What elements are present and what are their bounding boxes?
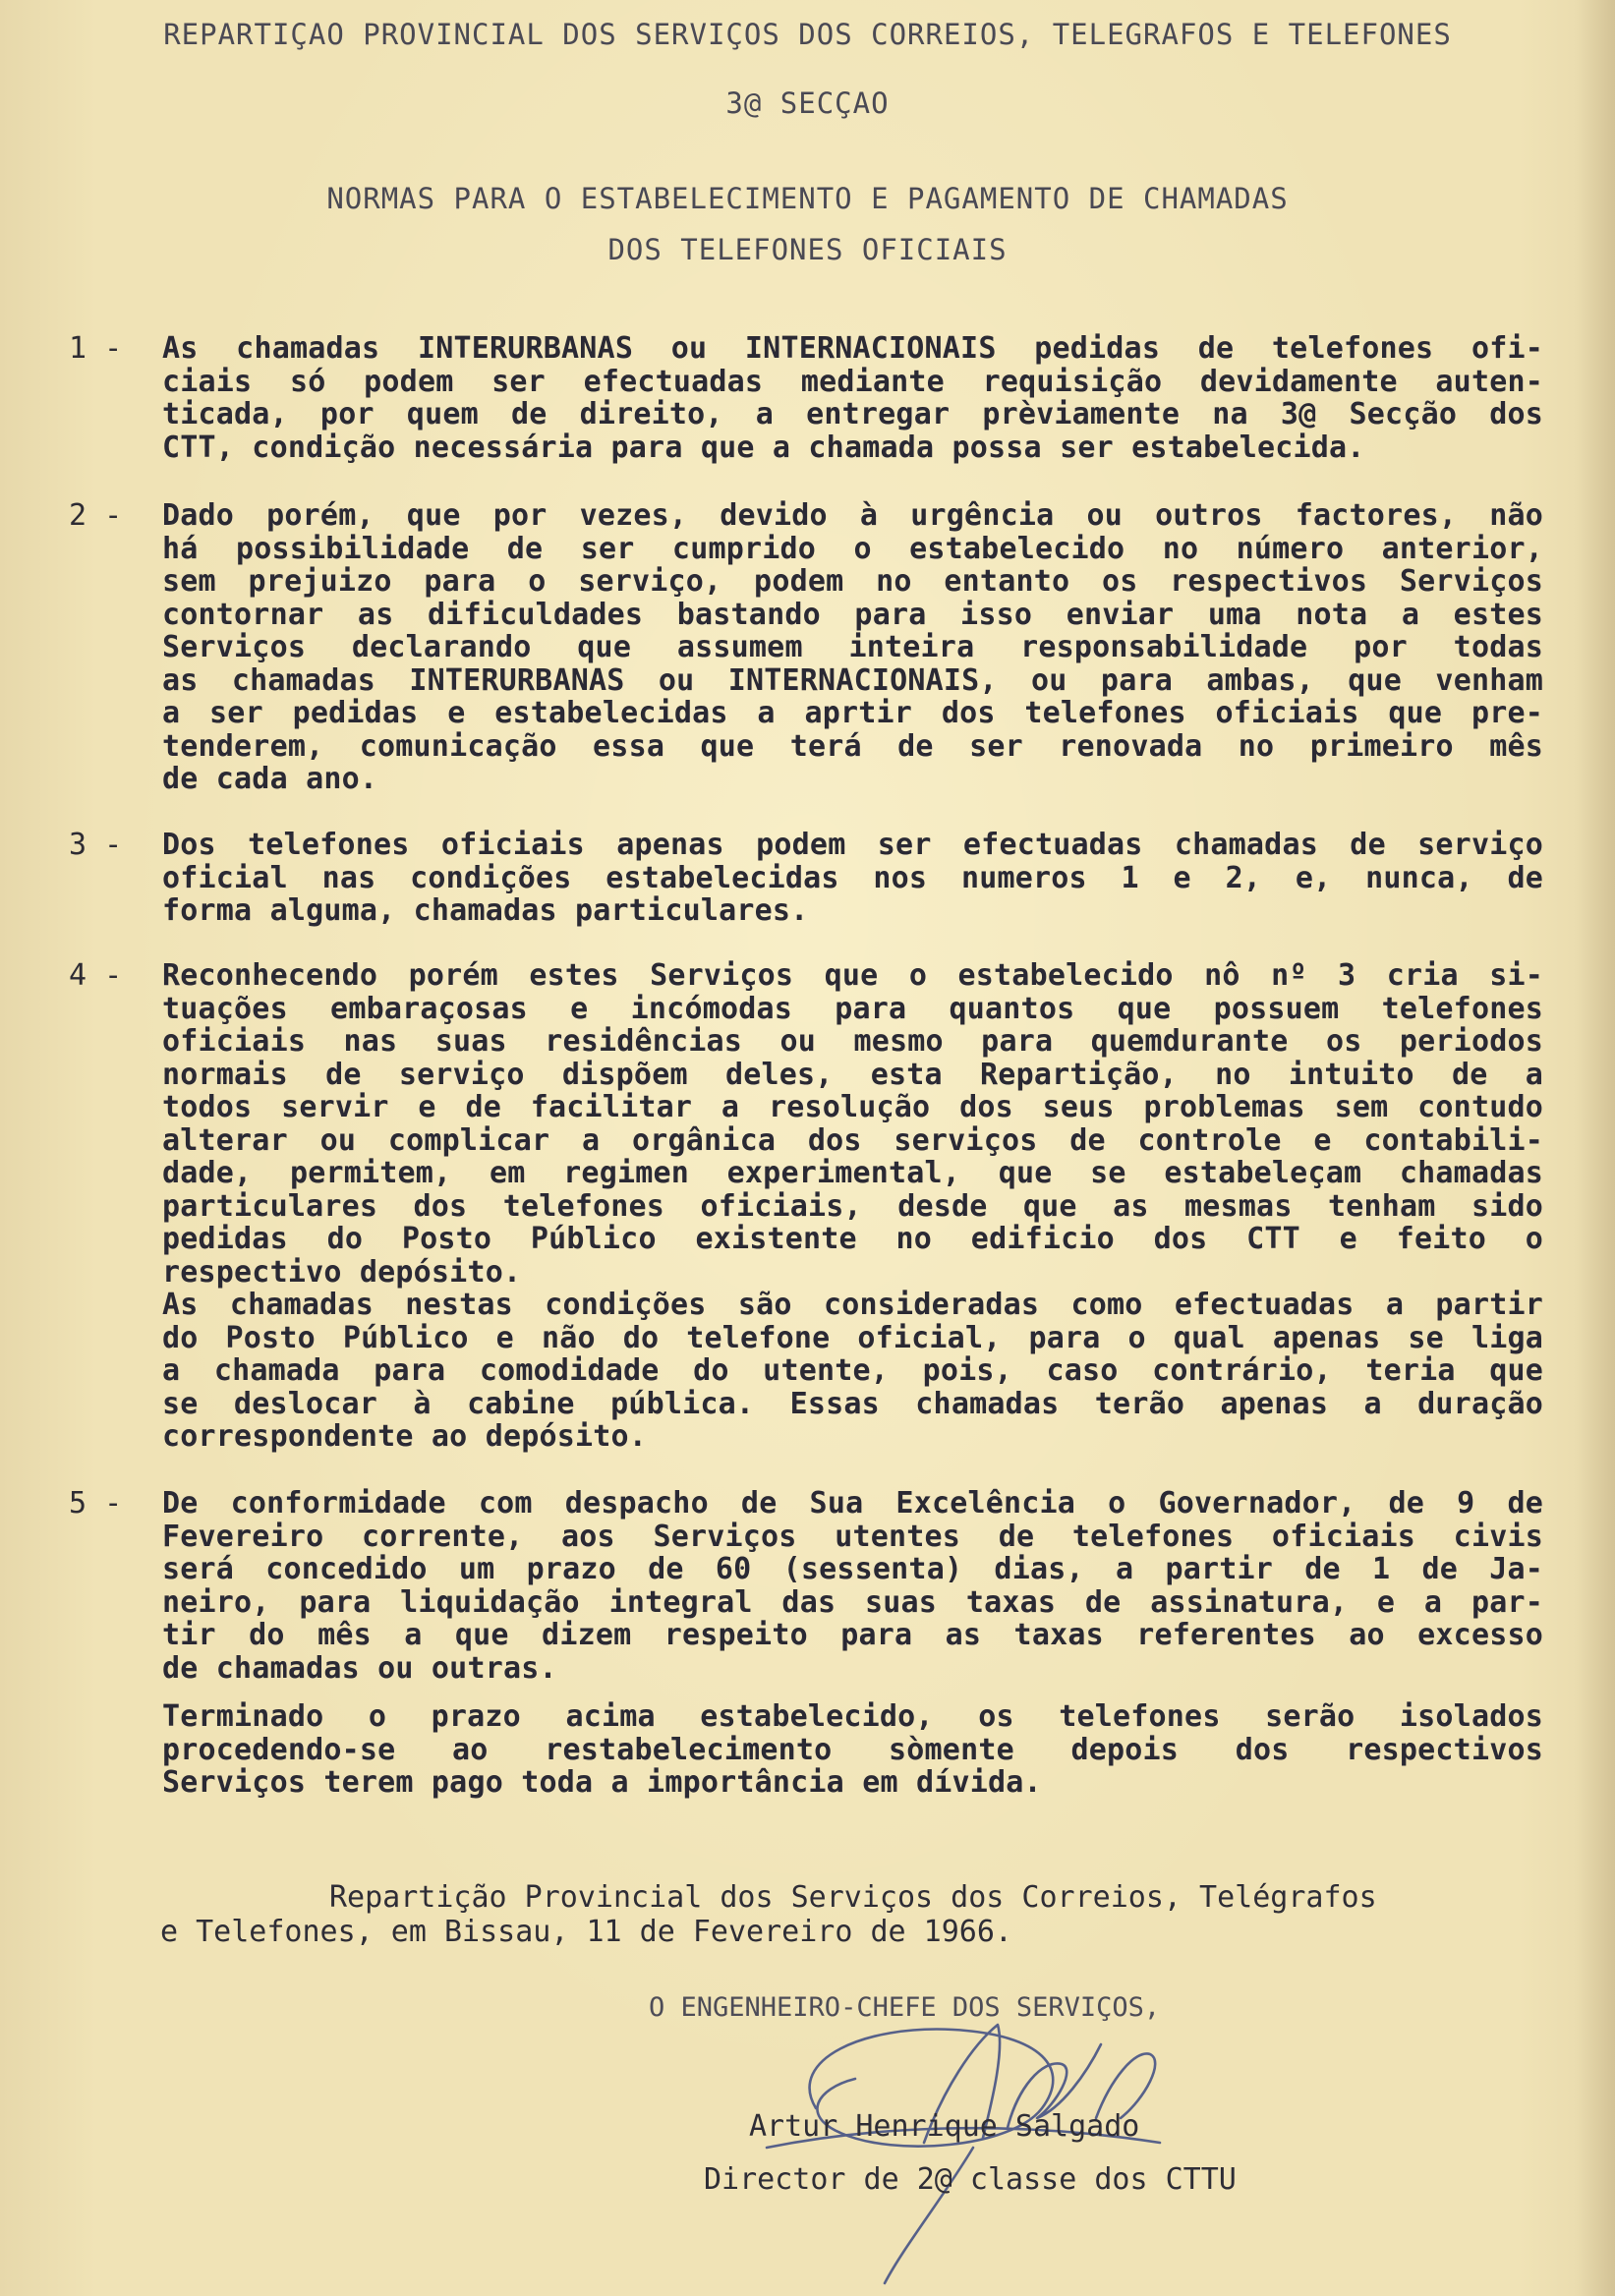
place-date-line-2: e Telefones, em Bissau, 11 de Fevereiro de 1966.	[160, 1915, 1012, 1949]
item-number: 1 -	[69, 331, 123, 366]
item-number: 4 -	[69, 958, 123, 993]
text-line: se deslocar à cabine pública. Essas chamadas terão apenas a duração	[162, 1386, 1543, 1421]
text-line: tuações embaraçosas e incómodas para quantos que possuem telefones	[162, 991, 1543, 1026]
item-text	[162, 959, 1543, 1454]
item-number: 3 -	[69, 828, 123, 862]
paper-edge-shadow	[1576, 0, 1615, 2296]
signer-title: O ENGENHEIRO-CHEFE DOS SERVIÇOS,	[649, 1992, 1161, 2023]
text-line: de chamadas ou outras.	[162, 1650, 557, 1686]
text-line: há possibilidade de ser cumprido o estabelecido no número anterior,	[162, 531, 1543, 566]
text-line: ciais só podem ser efectuadas mediante requisição devidamente auten-	[162, 364, 1543, 399]
text-line: procedendo-se ao restabelecimento sòmente depois dos respectivos	[162, 1732, 1543, 1767]
text-line: oficiais nas suas residências ou mesmo para quemdurante os periodos	[162, 1024, 1543, 1059]
text-line: De conformidade com despacho de Sua Excelência o Governador, de 9 de	[162, 1486, 1543, 1521]
text-line: dade, permitem, em regimen experimental, que se estabeleçam chamadas	[162, 1156, 1543, 1190]
text-line: Dado porém, que por vezes, devido à urgência ou outros factores, não	[162, 498, 1543, 533]
text-line: do Posto Público e não do telefone oficial, para o qual apenas se liga	[162, 1320, 1543, 1355]
item-text	[162, 332, 1543, 464]
signer-name: Artur Henrique Salgado	[749, 2109, 1140, 2144]
text-line: a ser pedidas e estabelecidas a aprtir dos telefones oficiais que pre-	[162, 696, 1543, 730]
text-line: normais de serviço dispõem deles, esta Repartição, no intuito de a	[162, 1057, 1543, 1092]
text-line: será concedido um prazo de 60 (sessenta) dias, a partir de 1 de Ja-	[162, 1552, 1543, 1586]
signer-role: Director de 2@ classe dos CTTU	[704, 2162, 1237, 2197]
section-heading: 3@ SECÇAO	[725, 86, 890, 120]
text-line: tenderem, comunicação essa que terá de ser renovada no primeiro mês	[162, 728, 1543, 764]
text-line: tir do mês a que dizem respeito para as taxas referentes ao excesso	[162, 1618, 1543, 1652]
text-line: As chamadas INTERURBANAS ou INTERNACIONAIS pedidas de telefones ofi-	[162, 331, 1543, 366]
text-line: Dos telefones oficiais apenas podem ser efectuadas chamadas de serviço	[162, 828, 1543, 862]
text-line: Reconhecendo porém estes Serviços que o estabelecido nô nº 3 cria si-	[162, 958, 1543, 993]
text-line: oficial nas condições estabelecidas nos numeros 1 e 2, e, nunca, de	[162, 860, 1543, 895]
text-line: neiro, para liquidação integral das suas taxas de assinatura, e a par-	[162, 1584, 1543, 1620]
text-line: forma alguma, chamadas particulares.	[162, 893, 809, 928]
item-text	[162, 1487, 1543, 1685]
text-line: Serviços terem pago toda a importância em dívida.	[162, 1765, 1042, 1800]
text-line: CTT, condição necessária para que a chamada possa ser estabelecida.	[162, 430, 1365, 465]
text-line: alterar ou complicar a orgânica dos serviços de controle e contabili-	[162, 1122, 1543, 1158]
text-line: ticada, por quem de direito, a entregar prèviamente na 3@ Secção dos	[162, 397, 1543, 431]
text-line: Terminado o prazo acima estabelecido, os telefones serão isolados	[162, 1699, 1543, 1734]
text-line: contornar as dificuldades bastando para isso enviar uma nota a estes	[162, 597, 1543, 632]
text-line: respectivo depósito.	[162, 1254, 522, 1290]
closing-paragraph	[162, 1700, 1543, 1800]
text-line: correspondente ao depósito.	[162, 1419, 648, 1454]
place-date-line-1: Repartição Provincial dos Serviços dos Correios, Telégrafos	[329, 1880, 1377, 1915]
text-line: a chamada para comodidade do utente, pois, caso contrário, teria que	[162, 1353, 1543, 1388]
document-title-line-1: NORMAS PARA O ESTABELECIMENTO E PAGAMENTO DE CHAMADAS	[326, 182, 1289, 215]
document-title-line-2: DOS TELEFONES OFICIAIS	[607, 233, 1008, 266]
office-heading: REPARTIÇAO PROVINCIAL DOS SERVIÇOS DOS CORREIOS, TELEGRAFOS E TELEFONES	[163, 18, 1452, 51]
item-text	[162, 499, 1543, 796]
text-line: particulares dos telefones oficiais, desde que as mesmas tenham sido	[162, 1188, 1543, 1224]
text-line: as chamadas INTERURBANAS ou INTERNACIONAIS, ou para ambas, que venham	[162, 662, 1543, 698]
item-number: 2 -	[69, 498, 123, 533]
text-line: Fevereiro corrente, aos Serviços utentes de telefones oficiais civis	[162, 1519, 1543, 1554]
text-line: As chamadas nestas condições são consideradas como efectuadas a partir	[162, 1288, 1543, 1322]
text-line: de cada ano.	[162, 762, 378, 796]
item-number: 5 -	[69, 1486, 123, 1521]
text-line: pedidas do Posto Público existente no edificio dos CTT e feito o	[162, 1222, 1543, 1256]
text-line: sem prejuizo para o serviço, podem no entanto os respectivos Serviços	[162, 564, 1543, 599]
text-line: todos servir e de facilitar a resolução dos seus problemas sem contudo	[162, 1090, 1543, 1124]
item-text	[162, 829, 1543, 928]
text-line: Serviços declarando que assumem inteira responsabilidade por todas	[162, 630, 1543, 664]
